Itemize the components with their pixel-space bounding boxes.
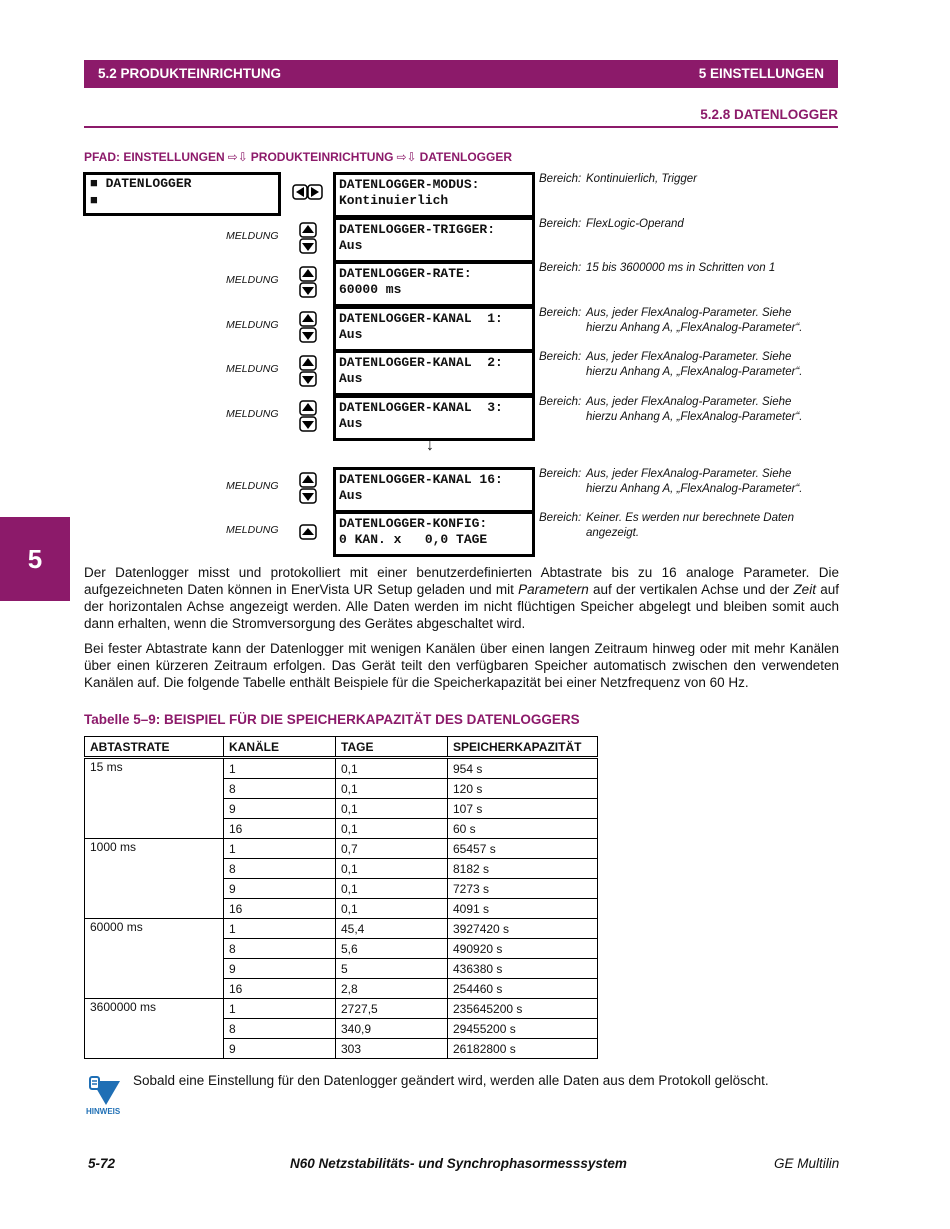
range-text: Keiner. Es werden nur berechnete Daten	[586, 512, 794, 524]
setting-display	[333, 350, 535, 396]
capacity-cell: 107 s	[448, 799, 598, 819]
up-down-keys-icon	[299, 400, 317, 432]
days-cell: 5,6	[336, 939, 448, 959]
channels-cell: 16	[224, 819, 336, 839]
up-key-icon	[299, 516, 317, 548]
capacity-cell: 254460 s	[448, 979, 598, 999]
setting-display	[333, 217, 535, 263]
range-text-continued: hierzu Anhang A, „FlexAnalog-Parameter“.	[586, 483, 803, 495]
message-label: MELDUNG	[226, 230, 279, 242]
capacity-cell: 8182 s	[448, 859, 598, 879]
rate-cell: 15 ms	[85, 758, 224, 839]
channels-cell: 16	[224, 979, 336, 999]
path-arrow-icon: ⇨⇩	[396, 150, 417, 164]
rate-cell: 3600000 ms	[85, 999, 224, 1059]
setting-value: Aus	[339, 416, 363, 431]
setting-display	[333, 395, 535, 441]
setting-name: DATENLOGGER-RATE:	[339, 266, 472, 281]
channels-cell: 9	[224, 1039, 336, 1059]
path-step-3: DATENLOGGER	[419, 150, 513, 164]
footer-title: N60 Netzstabilitäts- und Synchrophasormesssystem	[290, 1156, 627, 1171]
days-cell: 45,4	[336, 919, 448, 939]
setting-display	[333, 261, 535, 307]
capacity-cell: 235645200 s	[448, 999, 598, 1019]
setting-range	[539, 395, 829, 425]
channels-cell: 1	[224, 999, 336, 1019]
setting-range	[539, 217, 829, 232]
setting-range	[539, 172, 829, 187]
days-cell: 0,7	[336, 839, 448, 859]
channels-cell: 9	[224, 879, 336, 899]
range-key: Bereich:	[539, 218, 582, 230]
setting-range	[539, 511, 829, 541]
column-header: SPEICHERKAPAZITÄT	[448, 737, 598, 758]
range-text: 15 bis 3600000 ms in Schritten von 1	[586, 262, 776, 274]
setting-value: Aus	[339, 488, 363, 503]
channels-cell: 9	[224, 959, 336, 979]
rate-cell: 60000 ms	[85, 919, 224, 999]
note-text: Sobald eine Einstellung für den Datenlogger geändert wird, werden alle Daten aus dem Protokoll gelöscht.	[133, 1073, 769, 1088]
setting-name: DATENLOGGER-KANAL 1:	[339, 311, 503, 326]
paragraph-1	[84, 564, 839, 632]
channels-cell: 8	[224, 939, 336, 959]
channels-cell: 8	[224, 859, 336, 879]
table-row	[85, 919, 598, 939]
paragraph-2: Bei fester Abtastrate kann der Datenlogger mit wenigen Kanälen über einen langen Zeitraum hinweg oder mit mehr Kanälen über einen kürzeren Zeitraum erfolgen. Das Gerät teilt den verfügbaren Speicher automatisch zwischen den verwendeten Kanälen auf. Die folgende Tabelle enthält Beispiele für die Speicherkapazität bei einer Netzfrequenz von 60 Hz.	[84, 641, 839, 690]
up-down-keys-icon	[299, 266, 317, 298]
path-step-2: PRODUKTEINRICHTUNG	[250, 150, 394, 164]
message-label: MELDUNG	[226, 363, 279, 375]
message-label: MELDUNG	[226, 319, 279, 331]
column-header: KANÄLE	[224, 737, 336, 758]
up-down-keys-icon	[299, 472, 317, 504]
range-text: Kontinuierlich, Trigger	[586, 173, 698, 185]
channels-cell: 9	[224, 799, 336, 819]
channels-cell: 1	[224, 758, 336, 779]
paragraph-1-a: Der Datenlogger misst und protokolliert mit einer benutzerdefinierten Abtastrate bis zu 16 analoge Parameter. Die aufgezeichneten Daten können in EnerVista UR Setup geladen und mit	[84, 565, 839, 597]
header-section-title: 5.2 PRODUKTEINRICHTUNG	[98, 66, 282, 81]
table-row	[85, 839, 598, 859]
setting-display	[333, 511, 535, 557]
message-label: MELDUNG	[226, 274, 279, 286]
menu-line-2: ■	[90, 193, 98, 208]
settings-path	[84, 150, 512, 164]
range-text: Aus, jeder FlexAnalog-Parameter. Siehe	[586, 351, 792, 363]
days-cell: 0,1	[336, 799, 448, 819]
paragraph-1-italic-2: Zeit	[793, 582, 816, 597]
capacity-table	[84, 736, 598, 1059]
days-cell: 0,1	[336, 859, 448, 879]
capacity-cell: 120 s	[448, 779, 598, 799]
setting-name: DATENLOGGER-KANAL 3:	[339, 400, 503, 415]
days-cell: 0,1	[336, 819, 448, 839]
capacity-cell: 954 s	[448, 758, 598, 779]
page-number: 5-72	[88, 1156, 116, 1171]
menu-heading-box	[83, 172, 281, 216]
left-right-keys-icon	[292, 184, 324, 200]
range-text-continued: angezeigt.	[586, 527, 640, 539]
range-text: Aus, jeder FlexAnalog-Parameter. Siehe	[586, 468, 792, 480]
path-prefix: PFAD: EINSTELLUNGEN	[84, 150, 225, 164]
range-key: Bereich:	[539, 262, 582, 274]
chapter-tab: 5	[0, 517, 70, 601]
footer-company: GE Multilin	[774, 1156, 840, 1171]
message-label: MELDUNG	[226, 524, 279, 536]
more-settings-arrow-icon: ↓	[426, 437, 434, 454]
days-cell: 0,1	[336, 899, 448, 919]
range-text-continued: hierzu Anhang A, „FlexAnalog-Parameter“.	[586, 322, 803, 334]
paragraph-1-b: auf der vertikalen Achse und der	[588, 582, 794, 597]
setting-range	[539, 306, 829, 336]
setting-value: Aus	[339, 327, 363, 342]
range-key: Bereich:	[539, 173, 582, 185]
range-key: Bereich:	[539, 351, 582, 363]
up-down-keys-icon	[299, 311, 317, 343]
range-key: Bereich:	[539, 307, 582, 319]
paragraph-1-italic-1: Parametern	[518, 582, 589, 597]
up-down-keys-icon	[299, 355, 317, 387]
message-label: MELDUNG	[226, 408, 279, 420]
table-row	[85, 999, 598, 1019]
setting-value: 0 KAN. x 0,0 TAGE	[339, 532, 488, 547]
range-text-continued: hierzu Anhang A, „FlexAnalog-Parameter“.	[586, 366, 803, 378]
capacity-cell: 29455200 s	[448, 1019, 598, 1039]
range-key: Bereich:	[539, 396, 582, 408]
channels-cell: 1	[224, 839, 336, 859]
setting-display	[333, 172, 535, 218]
range-key: Bereich:	[539, 512, 582, 524]
setting-range	[539, 350, 829, 380]
channels-cell: 16	[224, 899, 336, 919]
days-cell: 0,1	[336, 779, 448, 799]
setting-name: DATENLOGGER-MODUS:	[339, 177, 480, 192]
range-text-continued: hierzu Anhang A, „FlexAnalog-Parameter“.	[586, 411, 803, 423]
header-chapter-title: 5 EINSTELLUNGEN	[698, 66, 824, 81]
setting-value: Aus	[339, 371, 363, 386]
subsection-title: 5.2.8 DATENLOGGER	[700, 107, 838, 122]
rate-cell: 1000 ms	[85, 839, 224, 919]
days-cell: 2,8	[336, 979, 448, 999]
capacity-cell: 26182800 s	[448, 1039, 598, 1059]
days-cell: 340,9	[336, 1019, 448, 1039]
setting-range	[539, 467, 829, 497]
days-cell: 5	[336, 959, 448, 979]
capacity-cell: 490920 s	[448, 939, 598, 959]
setting-value: Aus	[339, 238, 363, 253]
capacity-cell: 4091 s	[448, 899, 598, 919]
menu-line-1: ■ DATENLOGGER	[90, 176, 192, 191]
channels-cell: 8	[224, 1019, 336, 1039]
days-cell: 2727,5	[336, 999, 448, 1019]
capacity-cell: 65457 s	[448, 839, 598, 859]
channels-cell: 1	[224, 919, 336, 939]
table-header-row	[85, 737, 598, 758]
note-icon-label: HINWEIS	[86, 1107, 121, 1116]
column-header: TAGE	[336, 737, 448, 758]
subsection-rule	[84, 126, 838, 128]
range-text: FlexLogic-Operand	[586, 218, 684, 230]
message-label: MELDUNG	[226, 480, 279, 492]
capacity-cell: 60 s	[448, 819, 598, 839]
paragraph-1-c: auf der horizontalen Achse angezeigt werden. Alle Daten werden im nicht flüchtigen Speicher abgelegt und bleiben somit auch dann erhalten, wenn die Stromversorgung des Gerätes abgeschaltet wird.	[84, 582, 839, 631]
days-cell: 0,1	[336, 758, 448, 779]
column-header: ABTASTRATE	[85, 737, 224, 758]
setting-name: DATENLOGGER-TRIGGER:	[339, 222, 496, 237]
page-header-bar	[84, 60, 838, 88]
setting-display	[333, 306, 535, 352]
table-caption: Tabelle 5–9: BEISPIEL FÜR DIE SPEICHERKAPAZITÄT DES DATENLOGGERS	[84, 712, 580, 727]
days-cell: 303	[336, 1039, 448, 1059]
setting-display	[333, 467, 535, 513]
capacity-cell: 3927420 s	[448, 919, 598, 939]
setting-name: DATENLOGGER-KONFIG:	[339, 516, 488, 531]
days-cell: 0,1	[336, 879, 448, 899]
capacity-cell: 436380 s	[448, 959, 598, 979]
up-down-keys-icon	[299, 222, 317, 254]
setting-range	[539, 261, 829, 276]
setting-value: 60000 ms	[339, 282, 402, 297]
range-text: Aus, jeder FlexAnalog-Parameter. Siehe	[586, 307, 792, 319]
setting-name: DATENLOGGER-KANAL 2:	[339, 355, 503, 370]
setting-value: Kontinuierlich	[339, 193, 449, 208]
path-arrow-icon: ⇨⇩	[227, 150, 248, 164]
capacity-cell: 7273 s	[448, 879, 598, 899]
range-key: Bereich:	[539, 468, 582, 480]
range-text: Aus, jeder FlexAnalog-Parameter. Siehe	[586, 396, 792, 408]
table-row	[85, 758, 598, 779]
channels-cell: 8	[224, 779, 336, 799]
setting-name: DATENLOGGER-KANAL 16:	[339, 472, 503, 487]
